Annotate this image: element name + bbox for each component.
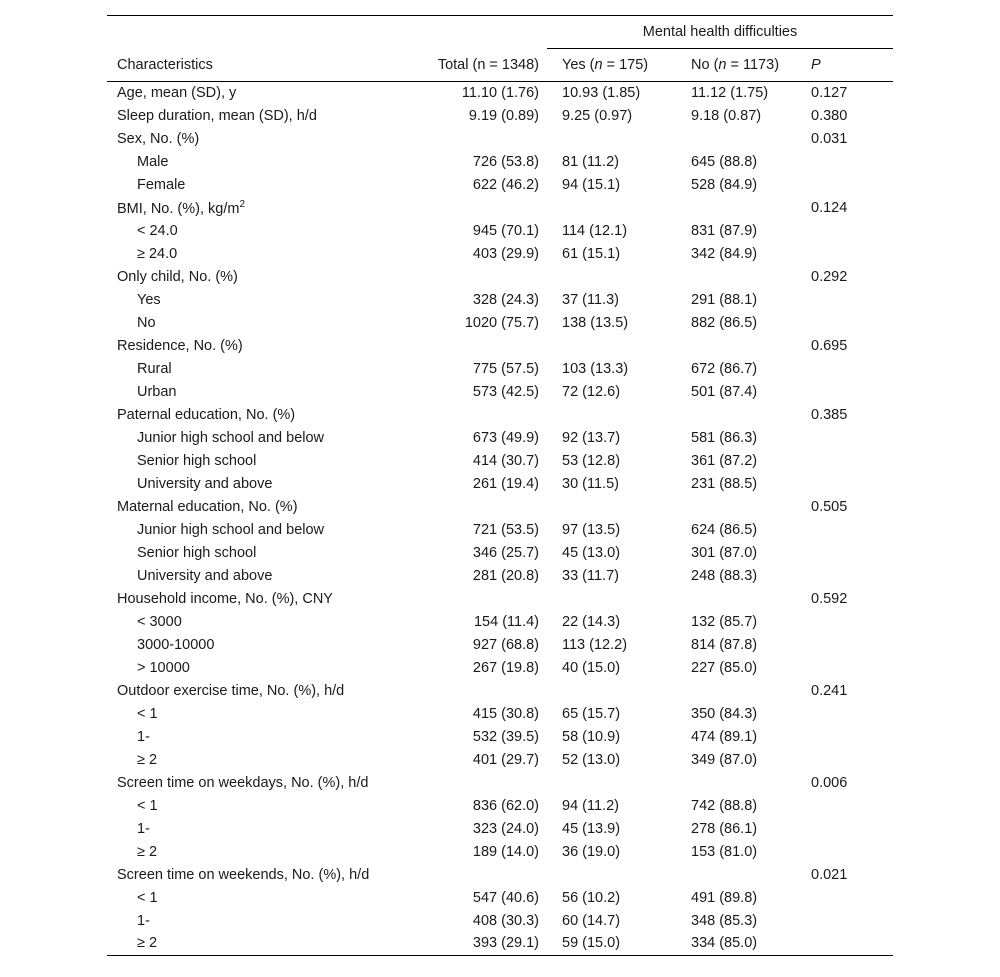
table-row (107, 381, 893, 404)
cell-no: 814 (87.8) (691, 637, 758, 653)
cell-characteristic (107, 404, 411, 427)
table-row (107, 404, 893, 427)
table-row (107, 910, 893, 933)
cell-total: 267 (19.8) (472, 660, 539, 676)
cell-characteristic (107, 726, 411, 749)
cell-yes: 9.25 (0.97) (562, 108, 633, 124)
row-label: 1- (137, 913, 150, 929)
cell-characteristic (107, 450, 411, 473)
table-row (107, 128, 893, 151)
row-label: 1- (137, 821, 150, 837)
cell-total: 189 (14.0) (472, 844, 539, 860)
cell-characteristic (107, 105, 411, 128)
cell-total (411, 335, 547, 358)
characteristics-table (107, 15, 893, 956)
cell-yes: 60 (14.7) (562, 913, 621, 929)
cell-yes: 22 (14.3) (562, 614, 621, 630)
header-row-group (107, 16, 893, 49)
cell-characteristic (107, 174, 411, 197)
cell-total: 154 (11.4) (473, 614, 539, 630)
cell-no (675, 197, 803, 220)
table-row (107, 841, 893, 864)
row-label: Paternal education, No. (%) (117, 407, 296, 423)
cell-no: 882 (86.5) (691, 315, 758, 331)
cell-yes: 59 (15.0) (547, 933, 675, 956)
cell-yes: 58 (10.9) (562, 729, 621, 745)
cell-p-value (803, 726, 893, 749)
cell-characteristic (107, 864, 411, 887)
row-label: ≥ 24.0 (137, 246, 178, 262)
cell-characteristic (107, 496, 411, 519)
table-row (107, 266, 893, 289)
cell-p-value (803, 565, 893, 588)
cell-total: 945 (70.1) (472, 223, 539, 239)
header-empty (107, 16, 411, 49)
cell-no: 528 (84.9) (691, 177, 758, 193)
table-row (107, 105, 893, 128)
cell-total: 401 (29.7) (472, 752, 539, 768)
no-suffix: = 1173) (726, 57, 780, 73)
group-header-mental-health: Mental health difficulties (547, 16, 893, 49)
row-label: Rural (137, 361, 172, 377)
cell-characteristic (107, 289, 411, 312)
cell-yes (547, 404, 675, 427)
table-row (107, 749, 893, 772)
cell-characteristic (107, 565, 411, 588)
row-label: Residence, No. (%) (117, 338, 243, 354)
row-label: > 10000 (137, 660, 190, 676)
cell-total: 403 (29.9) (472, 246, 539, 262)
no-prefix: No ( (691, 57, 719, 73)
cell-yes (547, 588, 675, 611)
cell-p-value (803, 749, 893, 772)
table-body (107, 82, 893, 956)
cell-no: 348 (85.3) (691, 913, 758, 929)
cell-characteristic (107, 680, 411, 703)
row-label: 1- (137, 729, 150, 745)
cell-characteristic (107, 473, 411, 496)
row-label: ≥ 2 (137, 752, 158, 768)
cell-total (411, 266, 547, 289)
row-label: Yes (137, 292, 161, 308)
cell-no (675, 588, 803, 611)
table-row (107, 473, 893, 496)
cell-yes (547, 680, 675, 703)
table-row (107, 933, 893, 956)
cell-p-value: 0.292 (811, 269, 848, 285)
cell-total (411, 404, 547, 427)
header-empty (411, 16, 547, 49)
column-header-p: P (803, 49, 893, 82)
cell-no: 350 (84.3) (691, 706, 758, 722)
cell-characteristic (107, 427, 411, 450)
cell-p-value (803, 312, 893, 335)
row-label: Urban (137, 384, 177, 400)
cell-p-value (803, 220, 893, 243)
cell-yes: 94 (11.2) (562, 798, 619, 814)
cell-total: 323 (24.0) (472, 821, 539, 837)
cell-total: 261 (19.4) (472, 476, 539, 492)
no-n: n (718, 57, 727, 73)
cell-total (411, 197, 547, 220)
cell-no: 361 (87.2) (691, 453, 758, 469)
cell-yes: 45 (13.9) (562, 821, 621, 837)
row-label: Age, mean (SD), y (117, 85, 237, 102)
cell-total: 328 (24.3) (472, 292, 539, 308)
cell-p-value (803, 519, 893, 542)
cell-p-value: 0.380 (811, 108, 848, 124)
row-label: Maternal education, No. (%) (117, 499, 298, 515)
cell-no (675, 266, 803, 289)
table-row (107, 634, 893, 657)
cell-yes: 97 (13.5) (562, 522, 621, 538)
table-row (107, 220, 893, 243)
cell-p-value (803, 358, 893, 381)
cell-characteristic (107, 220, 411, 243)
table-row (107, 887, 893, 910)
cell-yes: 40 (15.0) (562, 660, 621, 676)
cell-total: 393 (29.1) (411, 933, 547, 956)
yes-suffix: = 175) (602, 57, 649, 73)
cell-characteristic (107, 128, 411, 151)
cell-p-value (803, 243, 893, 266)
table-row (107, 358, 893, 381)
table-row (107, 542, 893, 565)
superscript: 2 (239, 199, 246, 211)
cell-p-value: 0.695 (811, 338, 848, 354)
cell-p-value: 0.385 (811, 407, 848, 423)
cell-yes: 52 (13.0) (562, 752, 621, 768)
table-row (107, 703, 893, 726)
row-label: Household income, No. (%), CNY (117, 591, 333, 607)
cell-characteristic (107, 910, 411, 933)
cell-no: 672 (86.7) (691, 361, 758, 377)
cell-total: 1020 (75.7) (464, 315, 539, 331)
cell-no: 334 (85.0) (675, 933, 803, 956)
cell-no (675, 335, 803, 358)
cell-p-value (803, 703, 893, 726)
cell-yes: 61 (15.1) (562, 246, 621, 262)
cell-p-value: 0.505 (811, 499, 848, 515)
table-container (107, 15, 893, 956)
cell-yes (547, 128, 675, 151)
cell-yes: 45 (13.0) (562, 545, 621, 561)
cell-no (675, 496, 803, 519)
cell-characteristic (107, 611, 411, 634)
cell-yes: 114 (12.1) (562, 223, 628, 239)
cell-p-value (803, 933, 893, 956)
cell-yes: 138 (13.5) (562, 315, 629, 331)
cell-yes: 33 (11.7) (562, 568, 619, 584)
row-label: 3000-10000 (137, 637, 215, 653)
row-label: < 3000 (137, 614, 182, 630)
cell-total: 281 (20.8) (472, 568, 539, 584)
row-label: No (137, 315, 156, 331)
header-row-columns (107, 49, 893, 82)
row-label: Outdoor exercise time, No. (%), h/d (117, 683, 345, 699)
row-label: Female (137, 177, 186, 193)
row-label: ≥ 2 (137, 935, 158, 952)
cell-yes: 10.93 (1.85) (562, 85, 641, 102)
cell-yes: 103 (13.3) (562, 361, 629, 377)
cell-characteristic (107, 887, 411, 910)
cell-p-value (803, 634, 893, 657)
cell-characteristic (107, 703, 411, 726)
cell-characteristic (107, 335, 411, 358)
cell-no (675, 864, 803, 887)
cell-characteristic (107, 795, 411, 818)
cell-characteristic (107, 657, 411, 680)
cell-total: 573 (42.5) (472, 384, 539, 400)
cell-characteristic (107, 197, 411, 220)
cell-yes: 30 (11.5) (562, 476, 619, 492)
cell-p-value: 0.021 (811, 867, 848, 883)
cell-yes: 53 (12.8) (562, 453, 621, 469)
table-row (107, 680, 893, 703)
table-row (107, 519, 893, 542)
yes-prefix: Yes ( (562, 57, 595, 73)
row-label: Sleep duration, mean (SD), h/d (117, 108, 317, 124)
cell-characteristic (107, 588, 411, 611)
cell-no: 581 (86.3) (691, 430, 758, 446)
cell-characteristic (107, 841, 411, 864)
row-label: Male (137, 154, 169, 170)
cell-total: 9.19 (0.89) (468, 108, 539, 124)
table-row (107, 611, 893, 634)
cell-yes (547, 772, 675, 795)
cell-yes (547, 335, 675, 358)
cell-no: 231 (88.5) (691, 476, 758, 492)
table-row (107, 818, 893, 841)
cell-total: 622 (46.2) (472, 177, 539, 193)
cell-characteristic (107, 519, 411, 542)
cell-characteristic (107, 358, 411, 381)
table-row (107, 289, 893, 312)
cell-no: 742 (88.8) (691, 798, 758, 814)
cell-no (675, 772, 803, 795)
cell-no: 301 (87.0) (691, 545, 758, 561)
cell-yes: 81 (11.2) (562, 154, 619, 170)
cell-no: 278 (86.1) (691, 821, 758, 837)
cell-no: 831 (87.9) (691, 223, 758, 239)
column-header-total: Total (n = 1348) (411, 49, 547, 82)
cell-yes: 65 (15.7) (562, 706, 621, 722)
cell-no: 474 (89.1) (691, 729, 758, 745)
cell-characteristic (107, 266, 411, 289)
cell-characteristic (107, 749, 411, 772)
column-header-yes (547, 49, 675, 82)
table-row (107, 864, 893, 887)
cell-no: 248 (88.3) (691, 568, 758, 584)
cell-total: 927 (68.8) (472, 637, 539, 653)
cell-total: 11.10 (1.76) (461, 85, 539, 102)
cell-no: 645 (88.8) (691, 154, 758, 170)
cell-no: 153 (81.0) (691, 844, 758, 860)
cell-no: 501 (87.4) (691, 384, 758, 400)
cell-characteristic (107, 542, 411, 565)
cell-p-value (803, 910, 893, 933)
row-label: Senior high school (137, 545, 257, 561)
table-row (107, 243, 893, 266)
cell-yes: 72 (12.6) (562, 384, 621, 400)
cell-characteristic (107, 82, 411, 105)
cell-p-value (803, 427, 893, 450)
cell-no: 624 (86.5) (691, 522, 758, 538)
cell-no: 291 (88.1) (691, 292, 758, 308)
row-label: Senior high school (137, 453, 257, 469)
column-header-characteristics: Characteristics (107, 49, 411, 82)
cell-total: 775 (57.5) (472, 361, 539, 377)
cell-p-value (803, 887, 893, 910)
row-label: Screen time on weekends, No. (%), h/d (117, 867, 370, 883)
table-row (107, 82, 893, 105)
column-header-no (675, 49, 803, 82)
cell-no: 227 (85.0) (691, 660, 758, 676)
cell-p-value (803, 151, 893, 174)
cell-characteristic (107, 381, 411, 404)
cell-yes: 113 (12.2) (562, 637, 628, 653)
table-row (107, 335, 893, 358)
cell-no (675, 680, 803, 703)
cell-total (411, 772, 547, 795)
cell-p-value: 0.127 (811, 85, 848, 102)
cell-characteristic (107, 243, 411, 266)
yes-n: n (594, 57, 603, 73)
cell-p-value (803, 657, 893, 680)
table-row (107, 197, 893, 220)
table-row (107, 174, 893, 197)
cell-total (411, 864, 547, 887)
cell-no: 349 (87.0) (691, 752, 758, 768)
row-label: BMI, No. (%), kg/m (117, 200, 240, 217)
cell-no: 342 (84.9) (691, 246, 758, 262)
cell-yes: 56 (10.2) (562, 890, 621, 906)
cell-total (411, 588, 547, 611)
cell-p-value (803, 473, 893, 496)
cell-total: 836 (62.0) (472, 798, 539, 814)
table-row (107, 496, 893, 519)
cell-p-value: 0.006 (811, 775, 848, 791)
cell-total: 408 (30.3) (472, 913, 539, 929)
cell-yes (547, 197, 675, 220)
row-label: < 1 (137, 890, 158, 906)
cell-p-value (803, 795, 893, 818)
cell-yes (547, 266, 675, 289)
cell-p-value: 0.124 (811, 200, 848, 216)
cell-characteristic (107, 634, 411, 657)
table-row (107, 772, 893, 795)
table-row (107, 565, 893, 588)
cell-total (411, 680, 547, 703)
cell-p-value (803, 818, 893, 841)
cell-characteristic (107, 818, 411, 841)
cell-p-value (803, 174, 893, 197)
cell-total: 414 (30.7) (472, 453, 539, 469)
row-label: Only child, No. (%) (117, 269, 238, 285)
cell-p-value (803, 841, 893, 864)
cell-p-value (803, 289, 893, 312)
row-label: Screen time on weekdays, No. (%), h/d (117, 775, 369, 791)
row-label: < 1 (137, 706, 158, 722)
cell-yes: 94 (15.1) (562, 177, 621, 193)
cell-p-value: 0.241 (811, 683, 848, 699)
cell-no (675, 128, 803, 151)
cell-characteristic (107, 772, 411, 795)
cell-total (411, 128, 547, 151)
cell-total: 532 (39.5) (472, 729, 539, 745)
cell-characteristic (107, 933, 411, 956)
cell-characteristic (107, 312, 411, 335)
cell-yes: 37 (11.3) (562, 292, 619, 308)
cell-p-value (803, 450, 893, 473)
table-header (107, 16, 893, 82)
cell-p-value: 0.031 (811, 131, 848, 147)
row-label: University and above (137, 476, 273, 492)
cell-total (411, 496, 547, 519)
cell-p-value (803, 611, 893, 634)
cell-yes: 92 (13.7) (562, 430, 621, 446)
cell-no: 9.18 (0.87) (691, 108, 762, 124)
row-label: < 1 (137, 798, 158, 814)
table-row (107, 450, 893, 473)
row-label: < 24.0 (137, 223, 178, 239)
row-label: Junior high school and below (137, 522, 325, 538)
cell-yes: 36 (19.0) (562, 844, 621, 860)
cell-no: 491 (89.8) (691, 890, 758, 906)
cell-no (675, 404, 803, 427)
table-row (107, 151, 893, 174)
cell-total: 726 (53.8) (472, 154, 539, 170)
cell-no: 11.12 (1.75) (691, 85, 769, 102)
cell-total: 415 (30.8) (472, 706, 539, 722)
cell-total: 721 (53.5) (472, 522, 539, 538)
row-label: Junior high school and below (137, 430, 325, 446)
cell-p-value (803, 381, 893, 404)
cell-total: 346 (25.7) (472, 545, 539, 561)
row-label: Sex, No. (%) (117, 131, 200, 147)
cell-yes (547, 496, 675, 519)
cell-p-value: 0.592 (811, 591, 848, 607)
cell-total: 547 (40.6) (472, 890, 539, 906)
row-label: ≥ 2 (137, 844, 158, 860)
table-row (107, 312, 893, 335)
table-row (107, 427, 893, 450)
cell-characteristic (107, 151, 411, 174)
table-row (107, 795, 893, 818)
table-row (107, 657, 893, 680)
cell-p-value (803, 542, 893, 565)
row-label: University and above (137, 568, 273, 584)
table-row (107, 726, 893, 749)
table-row (107, 588, 893, 611)
cell-total: 673 (49.9) (472, 430, 539, 446)
cell-no: 132 (85.7) (691, 614, 758, 630)
cell-yes (547, 864, 675, 887)
